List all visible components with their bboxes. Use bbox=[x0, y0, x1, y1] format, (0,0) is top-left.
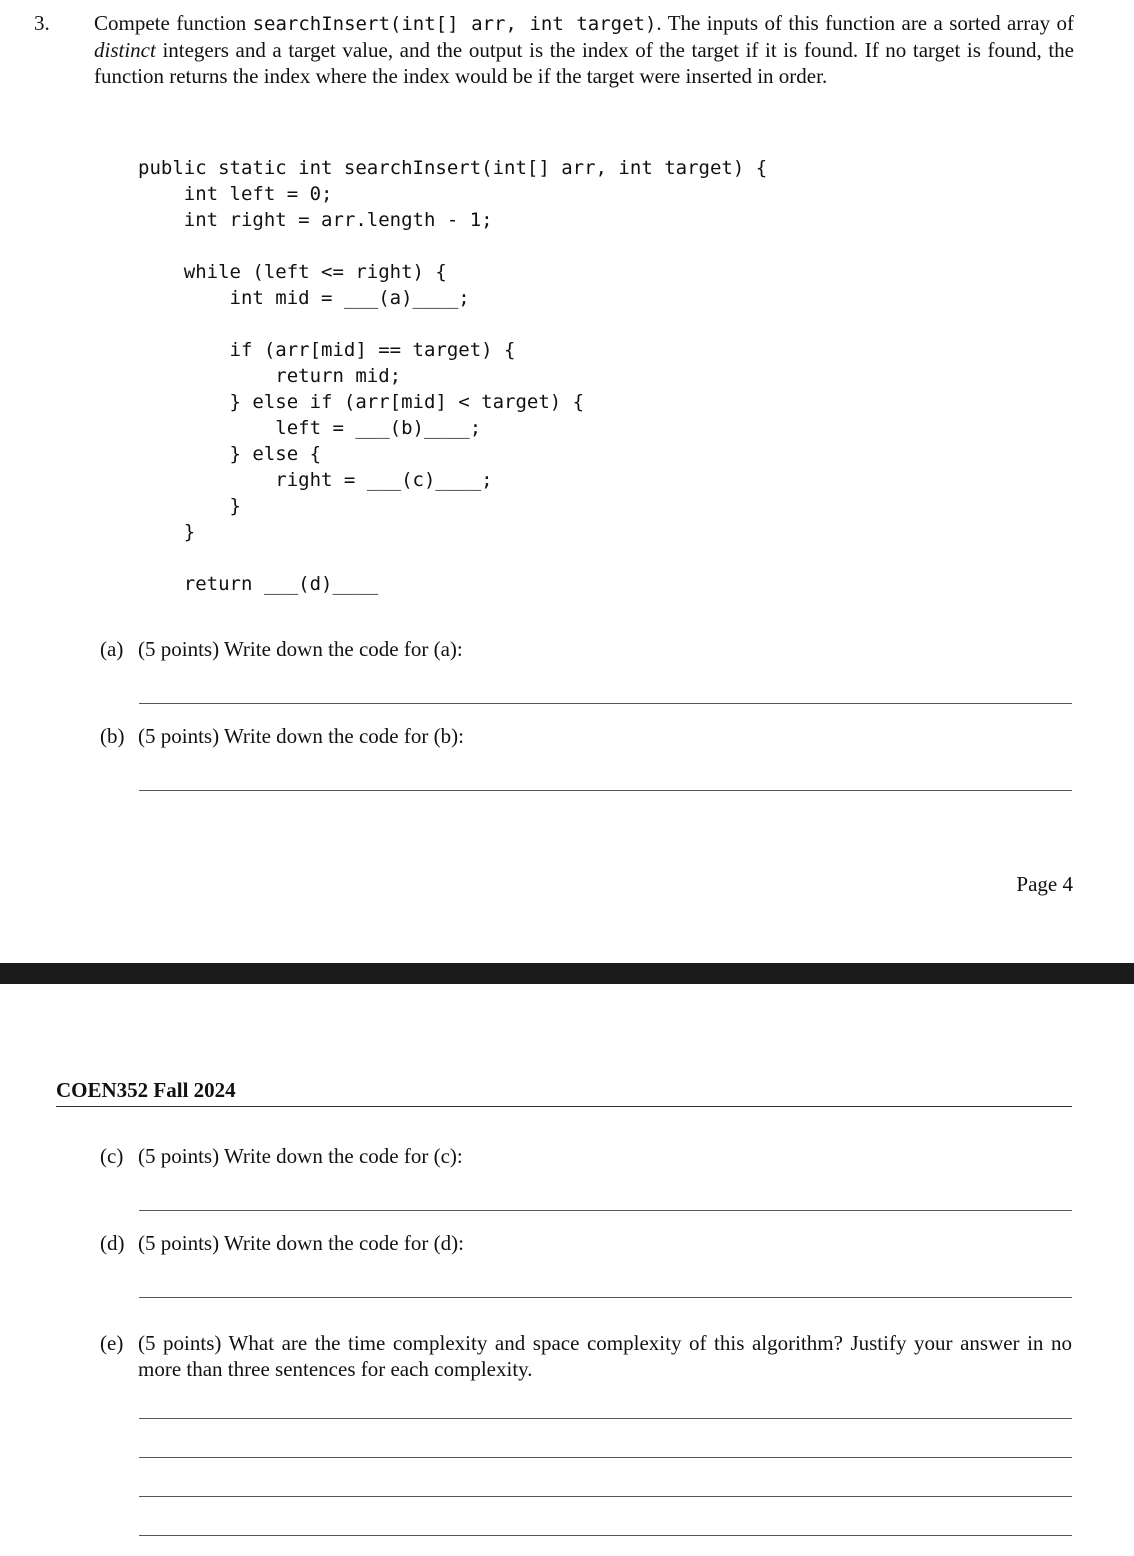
question-b bbox=[100, 723, 1075, 749]
question-e-label: (e) bbox=[100, 1331, 124, 1355]
header-rule bbox=[56, 1106, 1072, 1107]
code-line: return ___(d)____ bbox=[138, 573, 379, 595]
code-line: } bbox=[138, 495, 241, 517]
question-e-text: (5 points) What are the time complexity and space complexity of this algorithm? Justify your answer in no more than three sentences for each complexity. bbox=[138, 1331, 1072, 1381]
answer-line-d[interactable] bbox=[139, 1297, 1072, 1298]
problem-number: 3. bbox=[34, 11, 50, 35]
answer-line-e-2[interactable] bbox=[139, 1457, 1072, 1458]
code-line: right = ___(c)____; bbox=[138, 469, 493, 491]
code-line: if (arr[mid] == target) { bbox=[138, 339, 516, 361]
answer-line-e-4[interactable] bbox=[139, 1535, 1072, 1536]
question-c-text: (5 points) Write down the code for (c): bbox=[138, 1144, 463, 1168]
question-d bbox=[100, 1230, 1075, 1256]
problem-text-end: integers and a target value, and the output is the index of the target if it is found. If no target is found, the function returns the index where the index would be if the target were inserted in order. bbox=[94, 38, 1074, 88]
problem-text-middle: . The inputs of this function are a sorted array of bbox=[656, 11, 1074, 35]
code-line: while (left <= right) { bbox=[138, 261, 447, 283]
question-b-label: (b) bbox=[100, 724, 125, 748]
code-line: int left = 0; bbox=[138, 183, 333, 205]
question-c-label: (c) bbox=[100, 1144, 124, 1168]
problem-emphasis: distinct bbox=[94, 38, 156, 62]
code-line: left = ___(b)____; bbox=[138, 417, 482, 439]
code-line: int right = arr.length - 1; bbox=[138, 209, 493, 231]
code-line: } bbox=[138, 521, 196, 543]
page-number: Page 4 bbox=[1016, 872, 1073, 896]
answer-line-b[interactable] bbox=[139, 790, 1072, 791]
problem-statement bbox=[34, 10, 1074, 89]
code-line: return mid; bbox=[138, 365, 402, 387]
code-listing bbox=[138, 155, 767, 597]
course-header: COEN352 Fall 2024 bbox=[56, 1078, 236, 1102]
question-b-text: (5 points) Write down the code for (b): bbox=[138, 724, 464, 748]
answer-line-e-3[interactable] bbox=[139, 1496, 1072, 1497]
question-a bbox=[100, 636, 1075, 662]
function-signature: searchInsert(int[] arr, int target) bbox=[252, 13, 657, 35]
code-line: } else { bbox=[138, 443, 322, 465]
answer-line-e-1[interactable] bbox=[139, 1418, 1072, 1419]
page-divider bbox=[0, 963, 1134, 984]
question-a-label: (a) bbox=[100, 637, 124, 661]
question-d-text: (5 points) Write down the code for (d): bbox=[138, 1231, 464, 1255]
question-a-text: (5 points) Write down the code for (a): bbox=[138, 637, 463, 661]
answer-line-a[interactable] bbox=[139, 703, 1072, 704]
question-c bbox=[100, 1143, 1075, 1169]
code-line: int mid = ___(a)____; bbox=[138, 287, 470, 309]
answer-line-c[interactable] bbox=[139, 1210, 1072, 1211]
code-line: } else if (arr[mid] < target) { bbox=[138, 391, 585, 413]
code-line: public static int searchInsert(int[] arr, int target) { bbox=[138, 157, 768, 179]
question-e bbox=[100, 1330, 1072, 1382]
question-d-label: (d) bbox=[100, 1231, 125, 1255]
problem-text-intro: Compete function bbox=[94, 11, 253, 35]
